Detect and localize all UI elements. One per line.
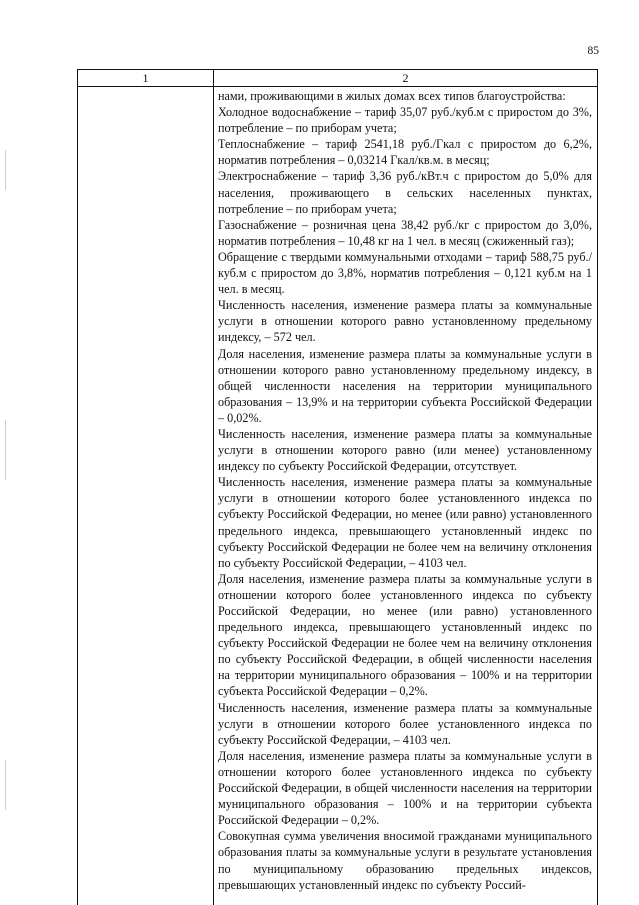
paragraph: Численность населения, изменение размера платы за коммунальные услуги в отношении которого более установленного индекса по субъекту Российской Федерации, – 4103 чел. [218,700,592,747]
table-row [78,87,597,905]
paragraph: Газоснабжение – розничная цена 38,42 руб./кг с приростом до 3,0%, норматив потребления – 10,48 кг на 1 чел. в месяц (сжиженный газ); [218,217,592,248]
table-header-row [78,70,597,87]
page-number: 85 [587,45,599,57]
paragraph: Холодное водоснабжение – тариф 35,07 руб./куб.м с приростом до 3%, потребление – по приборам учета; [218,105,592,136]
scan-edge-mark [5,420,6,480]
document-table [77,69,598,905]
column-header-2: 2 [402,71,409,85]
paragraph: Теплоснабжение – тариф 2541,18 руб./Гкал с приростом до 6,2%, норматив потребления – 0,03214 Гкал/кв.м. в месяц; [218,137,592,168]
table-cell-empty [78,87,214,905]
paragraph: Доля населения, изменение размера платы за коммунальные услуги в отношении которого более установленного индекса по субъекту Российской Федерации, в общей численности населения на территории муниципального образования – 100% и на территории субъекта Российской Федерации – 0,2%. [218,748,592,828]
paragraph: Электроснабжение – тариф 3,36 руб./кВт.ч с приростом до 5,0% для населения, проживающего в сельских населенных пунктах, потребление – по приборам учета; [218,169,592,216]
scan-edge-mark [5,150,6,190]
paragraph: Доля населения, изменение размера платы за коммунальные услуги в отношении которого более установленного индекса по субъекту Российской Федерации, но менее (или равно) установленного предельного индекса, превышающего установленный индекс по субъекту Российской Федерации не более чем на величину отклонения по субъекту Российской Федерации, в общей численности населения на территории муниципального образования – 100% и на территории субъекта Российской Федерации – 0,2%. [218,571,592,699]
scan-edge-mark [5,760,6,810]
paragraph: Численность населения, изменение размера платы за коммунальные услуги в отношении которого равно установленному предельному индексу, – 572 чел. [218,298,592,345]
paragraph: нами, проживающими в жилых домах всех типов благоустройства: [218,89,566,103]
paragraph: Доля населения, изменение размера платы за коммунальные услуги в отношении которого равно установленному предельному индексу, в общей численности населения на территории муниципального образования – 13,9% и на территории субъекта Российской Федерации – 0,02%. [218,346,592,425]
paragraph: Обращение с твердыми коммунальными отходами – тариф 588,75 руб./куб.м с приростом до 3,8%, норматив потребления – 0,121 куб.м на 1 чел. в месяц. [218,249,592,297]
column-header-1: 1 [78,70,214,86]
paragraph: Совокупная сумма увеличения вносимой гражданами муниципального образования платы за коммунальные услуги в результате установления по муниципальному образованию предельных индексов, превышающих установленный индекс по субъекту Россий- [218,829,592,892]
table-cell-text [214,87,597,905]
paragraph: Численность населения, изменение размера платы за коммунальные услуги в отношении которого более установленного индекса по субъекту Российской Федерации, но менее (или равно) установленного предельного индекса, превышающего установленный индекс по субъекту Российской Федерации не более чем на величину отклонения по субъекту Российской Федерации, – 4103 чел. [218,475,592,570]
paragraph: Численность населения, изменение размера платы за коммунальные услуги в отношении которого равно (или менее) установленному индексу по субъекту Российской Федерации, отсутствует. [218,426,592,474]
